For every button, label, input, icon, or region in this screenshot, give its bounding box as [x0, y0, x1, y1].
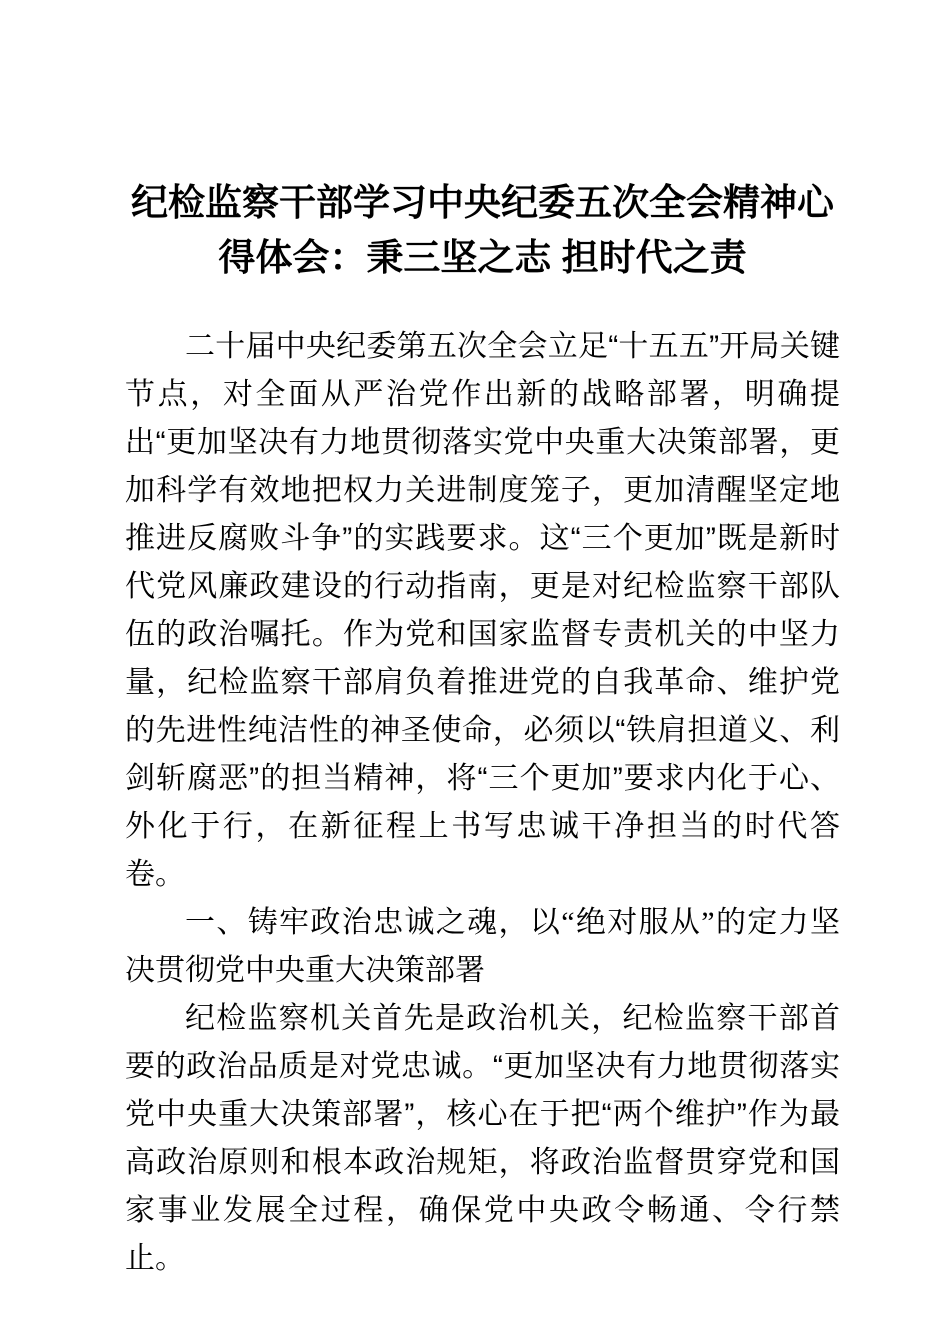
page-title: 纪检监察干部学习中央纪委五次全会精神心得体会：秉三坚之志 担时代之责	[131, 182, 834, 278]
paragraph-section-one-body: 纪检监察机关首先是政治机关，纪检监察干部首要的政治品质是对党忠诚。“更加坚决有力地贯彻落实党中央重大决策部署”，核心在于把“两个维护”作为最高政治原则和根本政治规矩，将政治监督贯穿党和国家事业发展全过程，确保党中央政令畅通、令行禁止。	[125, 1002, 840, 1275]
title-spacer	[125, 285, 840, 323]
document-content	[125, 175, 840, 1283]
paragraph-intro: 二十届中央纪委第五次全会立足“十五五”开局关键节点，对全面从严治党作出新的战略部署，明确提出“更加坚决有力地贯彻落实党中央重大决策部署，更加科学有效地把权力关进制度笼子，更加清醒坚定地推进反腐败斗争”的实践要求。这“三个更加”既是新时代党风廉政建设的行动指南，更是对纪检监察干部队伍的政治嘱托。作为党和国家监督专责机关的中坚力量，纪检监察干部肩负着推进党的自我革命、维护党的先进性纯洁性的神圣使命，必须以“铁肩担道义、利剑斩腐恶”的担当精神，将“三个更加”要求内化于心、外化于行，在新征程上书写忠诚干净担当的时代答卷。	[125, 330, 840, 891]
section-heading-one: 一、铸牢政治忠诚之魂，以“绝对服从”的定力坚决贯彻党中央重大决策部署	[125, 906, 840, 987]
